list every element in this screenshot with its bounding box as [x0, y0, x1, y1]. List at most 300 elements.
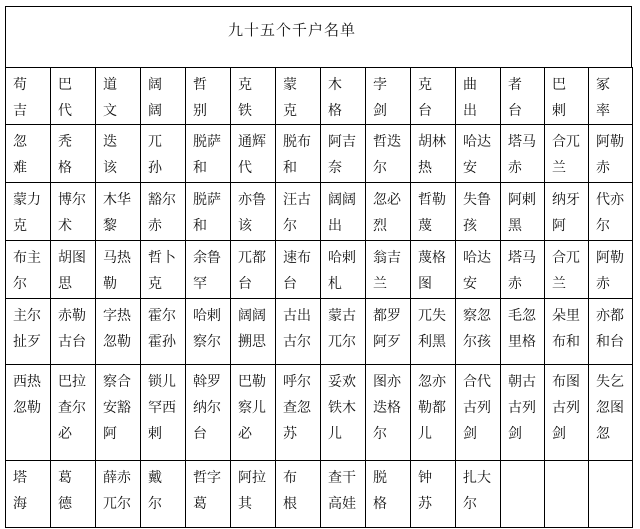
- name-cell: [456, 299, 501, 365]
- name-cell: [96, 241, 141, 299]
- name-cell-line: 兀失: [418, 308, 446, 324]
- name-cell-line: 曲: [463, 77, 477, 93]
- name-cell-line: 察儿: [238, 400, 266, 416]
- name-cell: [411, 365, 456, 461]
- name-cell-line: 兀都: [238, 250, 266, 266]
- name-cell-line: 蔑格: [418, 250, 446, 266]
- name-cell-line: 其: [238, 496, 252, 512]
- table-row: [6, 365, 633, 461]
- name-cell-line: 斡罗: [193, 374, 221, 390]
- name-cell-line: 阿歹: [373, 334, 401, 350]
- name-cell-line: 兰: [552, 160, 566, 176]
- name-cell: [6, 299, 51, 365]
- name-cell-line: 哲勒: [418, 192, 446, 208]
- name-cell: [141, 68, 186, 125]
- name-cell-line: 脱萨: [193, 134, 221, 150]
- name-cell-line: 台: [508, 103, 522, 119]
- name-cell: [96, 299, 141, 365]
- name-cell-line: 阿勒: [596, 250, 624, 266]
- name-cell: [589, 125, 633, 183]
- name-cell-line: 霍尔: [148, 308, 176, 324]
- name-cell-line: 蔑: [418, 218, 432, 234]
- name-cell-line: 忽必: [373, 192, 401, 208]
- name-cell-line: 速布: [283, 250, 311, 266]
- name-cell-line: 格: [328, 103, 342, 119]
- name-cell-line: 主尔: [13, 308, 41, 324]
- name-cell-line: 哲: [193, 77, 207, 93]
- name-cell-line: 汪古: [283, 192, 311, 208]
- name-cell-line: 克: [238, 77, 252, 93]
- name-cell-line: 里格: [508, 334, 536, 350]
- name-cell: [96, 183, 141, 241]
- name-cell-line: 难: [13, 160, 27, 176]
- name-cell-line: 率: [596, 103, 610, 119]
- name-cell-line: 阔: [148, 77, 162, 93]
- name-cell: [231, 241, 276, 299]
- name-cell-line: 者: [508, 77, 522, 93]
- name-cell-line: 代亦: [596, 192, 624, 208]
- name-cell-line: 古列: [463, 400, 491, 416]
- name-cell-line: 搠思: [238, 334, 266, 350]
- name-cell-line: 儿: [328, 426, 342, 442]
- name-cell-line: 蒙: [283, 77, 297, 93]
- name-cell-line: 和: [193, 160, 207, 176]
- name-cell-line: 忽: [596, 426, 610, 442]
- name-cell-line: 安: [463, 160, 477, 176]
- name-cell-line: 古列: [552, 400, 580, 416]
- name-cell: [96, 125, 141, 183]
- name-cell: [51, 68, 96, 125]
- name-cell-line: 塔马: [508, 250, 536, 266]
- name-cell-line: 合兀: [552, 134, 580, 150]
- name-cell-line: 代: [238, 160, 252, 176]
- name-cell-line: 冢: [596, 77, 610, 93]
- name-cell-line: 布图: [552, 374, 580, 390]
- name-cell: [186, 299, 231, 365]
- name-cell-line: 锁儿: [148, 374, 176, 390]
- name-cell: [545, 183, 589, 241]
- name-cell-line: 忽勒: [103, 334, 131, 350]
- name-cell: [141, 183, 186, 241]
- name-cell-line: 苟: [13, 77, 27, 93]
- name-cell-line: 根: [283, 496, 297, 512]
- name-cell-line: 秃: [58, 134, 72, 150]
- name-cell-line: 古出: [283, 308, 311, 324]
- name-cell: [231, 183, 276, 241]
- table-row: [6, 183, 633, 241]
- name-cell-line: 钟: [418, 470, 432, 486]
- name-cell: [51, 241, 96, 299]
- name-cell-line: 阔阔: [328, 192, 356, 208]
- name-cell: [6, 125, 51, 183]
- name-cell: [456, 461, 501, 528]
- page-title: 九十五个千户名单: [228, 21, 357, 39]
- name-cell-line: 赤勒: [58, 308, 86, 324]
- name-cell-line: 罕: [193, 276, 207, 292]
- name-cell: [231, 299, 276, 365]
- name-cell-line: 塔马: [508, 134, 536, 150]
- name-cell-line: 兀尔: [103, 496, 131, 512]
- name-cell: [456, 125, 501, 183]
- name-cell-line: 尔: [148, 496, 162, 512]
- name-cell-line: 克: [418, 77, 432, 93]
- name-cell-line: 铁: [238, 103, 252, 119]
- name-cell: [51, 299, 96, 365]
- name-cell-line: 哲卜: [148, 250, 176, 266]
- name-cell-line: 台: [283, 276, 297, 292]
- name-cell-line: 胡林: [418, 134, 446, 150]
- name-cell: [366, 125, 411, 183]
- name-cell: [231, 365, 276, 461]
- name-cell: [456, 365, 501, 461]
- name-cell-line: 赤: [508, 276, 522, 292]
- name-cell-line: 字热: [103, 308, 131, 324]
- name-cell: [51, 365, 96, 461]
- name-cell: [411, 68, 456, 125]
- name-cell: [366, 461, 411, 528]
- name-cell: [321, 183, 366, 241]
- name-cell: [545, 241, 589, 299]
- name-cell-line: 哈剌: [193, 308, 221, 324]
- name-cell-line: 朵里: [552, 308, 580, 324]
- name-cell-line: 戴: [148, 470, 162, 486]
- name-cell-line: 尔: [283, 218, 297, 234]
- name-cell-line: 格: [373, 496, 387, 512]
- name-cell: [96, 461, 141, 528]
- name-cell-line: 哈剌: [328, 250, 356, 266]
- name-cell-line: 古台: [58, 334, 86, 350]
- name-cell-line: 扯歹: [13, 334, 41, 350]
- name-cell-line: 合代: [463, 374, 491, 390]
- name-cell: [186, 461, 231, 528]
- name-cell-line: 思: [58, 276, 72, 292]
- name-cell-line: 阿剌: [508, 192, 536, 208]
- name-cell-line: 查干: [328, 470, 356, 486]
- name-cell: [589, 299, 633, 365]
- name-cell: [231, 125, 276, 183]
- name-cell-line: 布主: [13, 250, 41, 266]
- table-row: [6, 68, 633, 125]
- name-cell-line: 图亦: [373, 374, 401, 390]
- name-cell-line: 忽: [13, 134, 27, 150]
- name-cell-line: 阔阔: [238, 308, 266, 324]
- name-cell: [96, 68, 141, 125]
- name-cell: [6, 461, 51, 528]
- name-cell: [6, 183, 51, 241]
- roster-sheet: [5, 6, 632, 526]
- name-cell: [545, 299, 589, 365]
- name-cell: [411, 125, 456, 183]
- name-cell-line: 忽图: [596, 400, 624, 416]
- name-cell: [366, 183, 411, 241]
- title-row: [5, 6, 632, 68]
- name-cell-line: 脱: [373, 470, 387, 486]
- name-cell: [186, 241, 231, 299]
- name-cell-line: 安: [463, 276, 477, 292]
- name-cell-line: 剑: [463, 426, 477, 442]
- name-cell-line: 失鲁: [463, 192, 491, 208]
- name-cell-line: 高娃: [328, 496, 356, 512]
- name-cell-line: 代: [58, 103, 72, 119]
- name-cell-line: 铁木: [328, 400, 356, 416]
- name-cell-line: 阿吉: [328, 134, 356, 150]
- name-cell: [186, 183, 231, 241]
- name-cell-line: 阿: [552, 218, 566, 234]
- name-cell: [96, 365, 141, 461]
- name-cell-line: 失乞: [596, 374, 624, 390]
- name-cell: [321, 461, 366, 528]
- name-cell-line: 阿拉: [238, 470, 266, 486]
- name-cell-line: 薛赤: [103, 470, 131, 486]
- name-cell-line: 勒都: [418, 400, 446, 416]
- name-cell: [6, 241, 51, 299]
- name-cell: [231, 461, 276, 528]
- name-cell: [545, 125, 589, 183]
- name-cell-line: 和: [193, 218, 207, 234]
- name-cell: [501, 125, 545, 183]
- name-cell-line: 古列: [508, 400, 536, 416]
- name-cell-line: 哈达: [463, 134, 491, 150]
- name-cell-line: 赤: [508, 160, 522, 176]
- name-cell: [141, 365, 186, 461]
- name-cell-line: 黑: [508, 218, 522, 234]
- name-cell-line: 剌: [148, 426, 162, 442]
- name-cell-line: 赤: [596, 160, 610, 176]
- name-cell-line: 马热: [103, 250, 131, 266]
- name-cell-line: 尔: [463, 496, 477, 512]
- name-cell-line: 兰: [552, 276, 566, 292]
- name-cell-line: 阿勒: [596, 134, 624, 150]
- name-cell-line: 克: [283, 103, 297, 119]
- name-cell: [545, 461, 589, 528]
- name-cell-line: 赤: [148, 218, 162, 234]
- name-cell: [276, 365, 321, 461]
- name-cell-line: 木华: [103, 192, 131, 208]
- table-row: [6, 461, 633, 528]
- name-cell-line: 都罗: [373, 308, 401, 324]
- name-cell-line: 葛: [58, 470, 72, 486]
- name-cell: [276, 68, 321, 125]
- name-cell: [589, 68, 633, 125]
- name-cell-line: 木: [328, 77, 342, 93]
- name-cell-line: 尔: [13, 276, 27, 292]
- name-cell-line: 哈达: [463, 250, 491, 266]
- name-cell: [501, 183, 545, 241]
- name-cell-line: 亦鲁: [238, 192, 266, 208]
- name-cell: [51, 183, 96, 241]
- name-cell-line: 察忽: [463, 308, 491, 324]
- name-cell-line: 巴: [552, 77, 566, 93]
- name-cell-line: 出: [463, 103, 477, 119]
- name-cell-line: 别: [193, 103, 207, 119]
- name-cell-line: 苏: [418, 496, 432, 512]
- name-cell-line: 毛忽: [508, 308, 536, 324]
- name-cell: [501, 241, 545, 299]
- name-cell-line: 札: [328, 276, 342, 292]
- name-cell-line: 余鲁: [193, 250, 221, 266]
- name-cell: [321, 68, 366, 125]
- name-cell-line: 合兀: [552, 250, 580, 266]
- name-cell-line: 西热: [13, 374, 41, 390]
- name-cell: [276, 125, 321, 183]
- name-cell: [186, 365, 231, 461]
- name-cell-line: 兰: [373, 276, 387, 292]
- name-cell: [186, 125, 231, 183]
- name-cell-line: 剑: [508, 426, 522, 442]
- name-cell-line: 翁吉: [373, 250, 401, 266]
- name-cell-line: 忽亦: [418, 374, 446, 390]
- name-cell-line: 台: [238, 276, 252, 292]
- name-cell: [321, 125, 366, 183]
- name-cell-line: 该: [103, 160, 117, 176]
- name-cell: [411, 299, 456, 365]
- name-cell: [321, 299, 366, 365]
- name-cell-line: 胡图: [58, 250, 86, 266]
- name-cell: [501, 299, 545, 365]
- name-cell: [411, 241, 456, 299]
- name-cell-line: 道: [103, 77, 117, 93]
- name-cell: [276, 299, 321, 365]
- table-row: [6, 125, 633, 183]
- name-cell-line: 克: [13, 218, 27, 234]
- name-cell-line: 兀尔: [328, 334, 356, 350]
- name-cell: [186, 68, 231, 125]
- name-cell-line: 查尔: [58, 400, 86, 416]
- name-cell: [6, 68, 51, 125]
- name-cell-line: 朝古: [508, 374, 536, 390]
- name-cell-line: 亦都: [596, 308, 624, 324]
- name-cell-line: 脱萨: [193, 192, 221, 208]
- name-cell-line: 吉: [13, 103, 27, 119]
- name-cell-line: 剌: [552, 103, 566, 119]
- name-cell-line: 霍孙: [148, 334, 176, 350]
- name-cell-line: 查忽: [283, 400, 311, 416]
- name-cell: [366, 241, 411, 299]
- name-cell-line: 豁尔: [148, 192, 176, 208]
- name-cell-line: 布: [283, 470, 297, 486]
- name-cell: [321, 241, 366, 299]
- name-cell-line: 安豁: [103, 400, 131, 416]
- name-cell-line: 赤: [596, 276, 610, 292]
- name-cell-line: 尔孩: [463, 334, 491, 350]
- name-cell-line: 台: [193, 426, 207, 442]
- name-cell-line: 罕西: [148, 400, 176, 416]
- name-cell-line: 台: [418, 103, 432, 119]
- name-cell: [456, 183, 501, 241]
- name-cell: [411, 183, 456, 241]
- name-cell: [589, 365, 633, 461]
- name-cell-line: 和台: [596, 334, 624, 350]
- name-cell-line: 海: [13, 496, 27, 512]
- name-cell-line: 该: [238, 218, 252, 234]
- name-cell: [141, 461, 186, 528]
- name-cell: [276, 461, 321, 528]
- name-cell: [51, 461, 96, 528]
- name-cell-line: 阔: [148, 103, 162, 119]
- name-cell: [366, 68, 411, 125]
- name-cell: [501, 365, 545, 461]
- name-cell-line: 勒: [103, 276, 117, 292]
- name-cell-line: 格: [58, 160, 72, 176]
- name-cell-line: 孙: [148, 160, 162, 176]
- name-cell: [141, 299, 186, 365]
- name-cell-line: 巴拉: [58, 374, 86, 390]
- name-cell-line: 孩: [463, 218, 477, 234]
- name-cell-line: 扎大: [463, 470, 491, 486]
- name-cell-line: 哲字: [193, 470, 221, 486]
- name-cell: [141, 241, 186, 299]
- name-cell-line: 脱布: [283, 134, 311, 150]
- name-cell-line: 剑: [552, 426, 566, 442]
- name-cell: [501, 68, 545, 125]
- name-cell-line: 通辉: [238, 134, 266, 150]
- name-cell-line: 孛: [373, 77, 387, 93]
- name-cell-line: 迭: [103, 134, 117, 150]
- name-cell-line: 必: [58, 426, 72, 442]
- name-cell-line: 忽勒: [13, 400, 41, 416]
- name-cell-line: 妥欢: [328, 374, 356, 390]
- name-cell: [276, 241, 321, 299]
- name-cell: [501, 461, 545, 528]
- name-cell-line: 德: [58, 496, 72, 512]
- name-cell: [589, 241, 633, 299]
- name-cell: [545, 68, 589, 125]
- name-cell-line: 黎: [103, 218, 117, 234]
- name-cell-line: 塔: [13, 470, 27, 486]
- name-cell: [589, 461, 633, 528]
- name-cell-line: 出: [328, 218, 342, 234]
- name-cell: [545, 365, 589, 461]
- name-cell-line: 迭格: [373, 400, 401, 416]
- name-cell: [51, 125, 96, 183]
- name-cell: [6, 365, 51, 461]
- name-cell: [231, 68, 276, 125]
- name-cell: [456, 241, 501, 299]
- name-cell-line: 图: [418, 276, 432, 292]
- name-cell: [411, 461, 456, 528]
- name-cell-line: 尔: [373, 160, 387, 176]
- name-cell-line: 巴: [58, 77, 72, 93]
- table-row: [6, 299, 633, 365]
- name-cell-line: 察尔: [193, 334, 221, 350]
- name-cell-line: 阿: [103, 426, 117, 442]
- name-cell-line: 热: [418, 160, 432, 176]
- name-cell-line: 纳牙: [552, 192, 580, 208]
- name-cell-line: 儿: [418, 426, 432, 442]
- name-cell-line: 尔: [596, 218, 610, 234]
- name-cell-line: 克: [148, 276, 162, 292]
- name-cell-line: 蒙力: [13, 192, 41, 208]
- name-cell-line: 和: [283, 160, 297, 176]
- name-cell-line: 纳尔: [193, 400, 221, 416]
- name-cell: [321, 365, 366, 461]
- name-cell: [366, 299, 411, 365]
- name-cell-line: 葛: [193, 496, 207, 512]
- name-cell-line: 必: [238, 426, 252, 442]
- name-cell-line: 呼尔: [283, 374, 311, 390]
- name-cell-line: 剑: [373, 103, 387, 119]
- name-cell: [141, 125, 186, 183]
- name-cell: [456, 68, 501, 125]
- name-cell-line: 奈: [328, 160, 342, 176]
- table-row: [6, 241, 633, 299]
- name-cell-line: 巴勒: [238, 374, 266, 390]
- name-cell: [366, 365, 411, 461]
- name-cell-line: 察合: [103, 374, 131, 390]
- name-cell-line: 苏: [283, 426, 297, 442]
- name-cell-line: 利黑: [418, 334, 446, 350]
- name-cell-line: 文: [103, 103, 117, 119]
